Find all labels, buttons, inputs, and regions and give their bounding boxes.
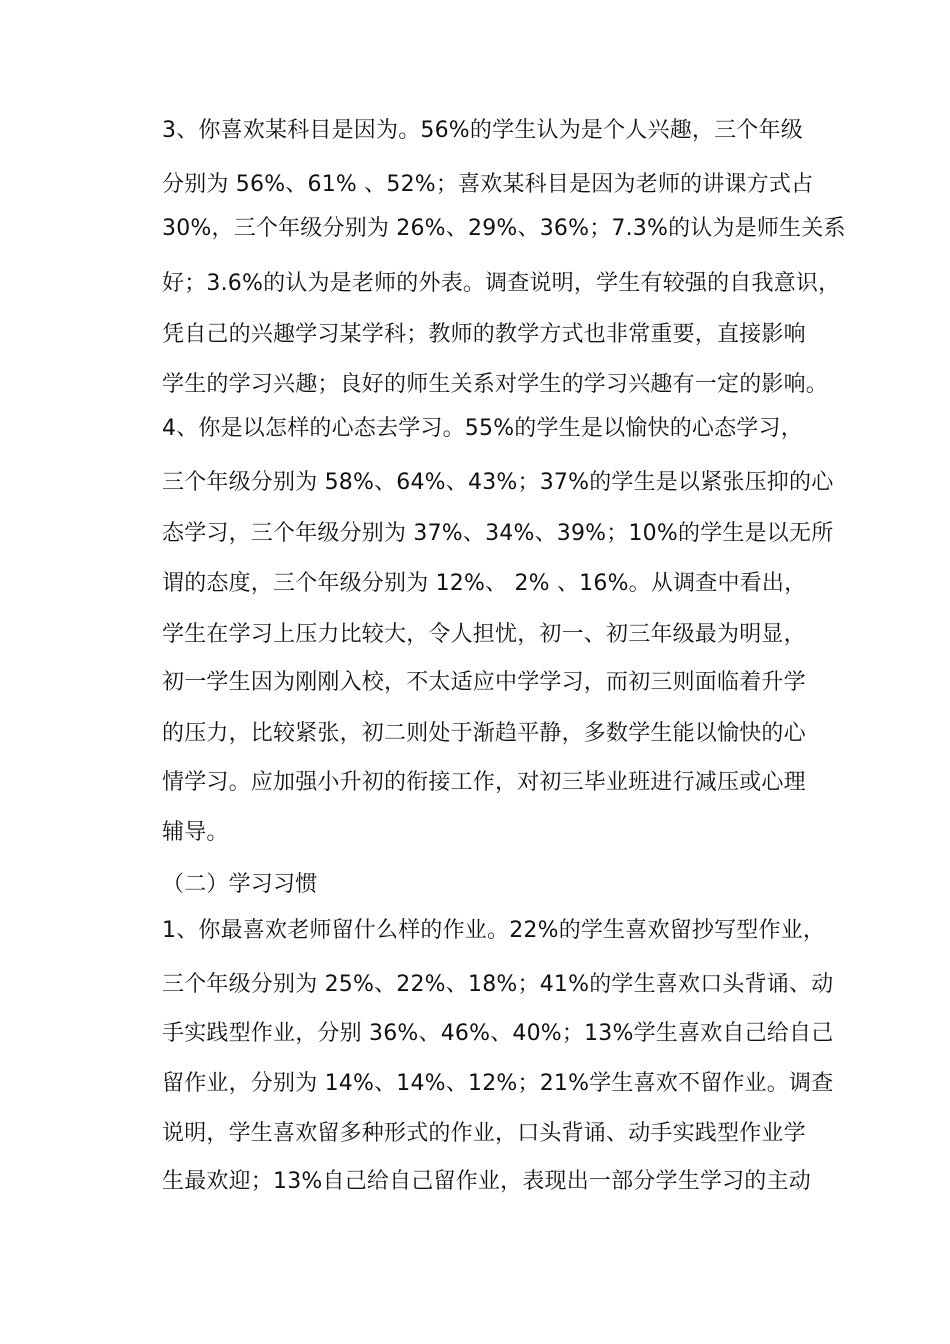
text-line: 三个年级分别为 58%、64%、43%；37%的学生是以紧张压抑的心 [162,470,834,495]
text-line: 说明，学生喜欢留多种形式的作业，口头背诵、动手实践型作业学 [162,1121,806,1146]
text-line: 4、你是以怎样的心态去学习。55%的学生是以愉快的心态学习， [162,416,803,441]
text-line: 辅导。 [162,820,229,845]
text-line: 1、你最喜欢老师留什么样的作业。22%的学生喜欢留抄写型作业， [162,918,826,943]
text-line: 三个年级分别为 25%、22%、18%；41%的学生喜欢口头背诵、动 [162,972,834,997]
section-heading: （二）学习习惯 [162,872,318,897]
text-line: 的压力，比较紧张，初二则处于渐趋平静，多数学生能以愉快的心 [162,721,806,746]
text-line: 学生的学习兴趣；良好的师生关系对学生的学习兴趣有一定的影响。 [162,372,829,397]
text-line: 谓的态度，三个年级分别为 12%、 2% 、16%。从调查中看出， [162,571,807,596]
text-line: 手实践型作业，分别 36%、46%、40%；13%学生喜欢自己给自己 [162,1021,834,1046]
text-line: 生最欢迎；13%自己给自己留作业，表现出一部分学生学习的主动 [162,1169,811,1194]
text-line: 情学习。应加强小升初的衔接工作，对初三毕业班进行减压或心理 [162,770,806,795]
text-line: 初一学生因为刚刚入校，不太适应中学学习，而初三则面临着升学 [162,670,806,695]
text-line: 30%，三个年级分别为 26%、29%、36%；7.3%的认为是师生关系 [162,216,846,241]
text-line: 凭自己的兴趣学习某学科；教师的教学方式也非常重要，直接影响 [162,322,806,347]
text-line: 3、你喜欢某科目是因为。56%的学生认为是个人兴趣，三个年级 [162,118,803,143]
text-line: 态学习，三个年级分别为 37%、34%、39%；10%的学生是以无所 [162,521,834,546]
text-line: 分别为 56%、61% 、52%；喜欢某科目是因为老师的讲课方式占 [162,172,814,197]
text-line: 留作业，分别为 14%、14%、12%；21%学生喜欢不留作业。调查 [162,1071,834,1096]
text-line: 好；3.6%的认为是老师的外表。调查说明，学生有较强的自我意识， [162,271,841,296]
text-line: 学生在学习上压力比较大，令人担忧，初一、初三年级最为明显， [162,622,806,647]
